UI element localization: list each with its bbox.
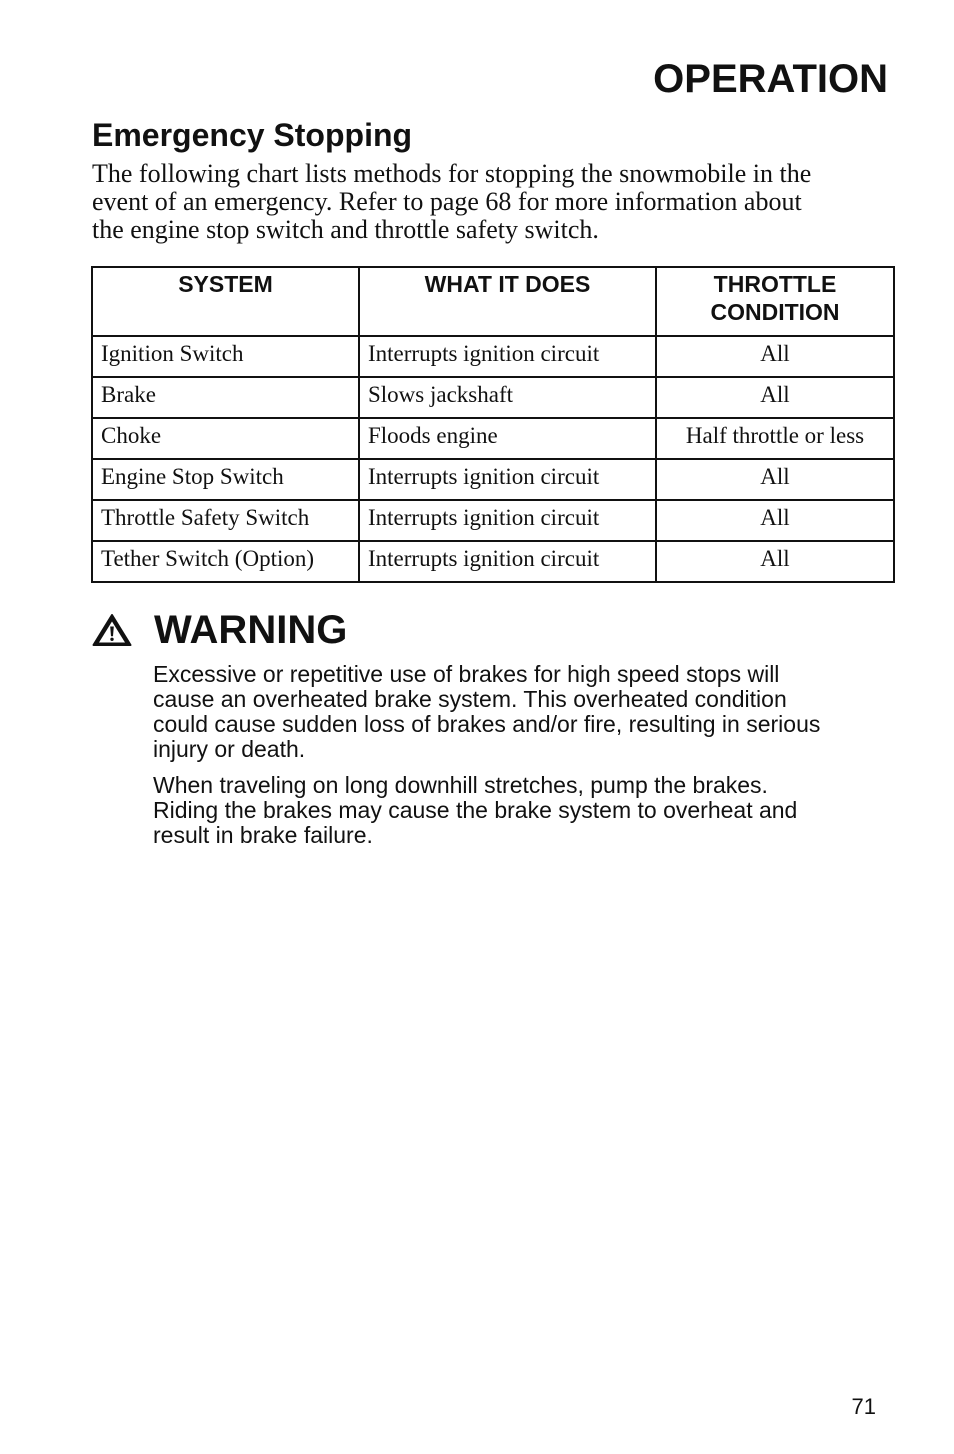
throttle-condition-cell: All	[656, 459, 894, 500]
warning-paragraph	[153, 662, 893, 762]
table-row	[92, 541, 894, 582]
system-cell: Throttle Safety Switch	[92, 500, 359, 541]
system-cell: Engine Stop Switch	[92, 459, 359, 500]
throttle-condition-cell: All	[656, 377, 894, 418]
column-header-system: SYSTEM	[92, 267, 359, 336]
warning-line: injury or death.	[153, 736, 306, 762]
what-it-does-cell: Interrupts ignition circuit	[359, 336, 656, 377]
warning-line: Riding the brakes may cause the brake system to overheat and	[153, 797, 798, 823]
table-header-row	[92, 267, 894, 336]
warning-line: could cause sudden loss of brakes and/or fire, resulting in serious	[153, 711, 821, 737]
throttle-condition-cell: Half throttle or less	[656, 418, 894, 459]
system-cell: Ignition Switch	[92, 336, 359, 377]
intro-line: the engine stop switch and throttle safety switch.	[92, 215, 599, 244]
table-row	[92, 336, 894, 377]
intro-line: event of an emergency. Refer to page 68 for more information about	[92, 187, 802, 216]
section-header: OPERATION	[653, 57, 888, 101]
page-number: 71	[851, 1394, 876, 1419]
warning-title: WARNING	[154, 608, 348, 652]
intro-paragraph	[92, 160, 892, 244]
what-it-does-cell: Slows jackshaft	[359, 377, 656, 418]
system-cell: Brake	[92, 377, 359, 418]
table-row	[92, 459, 894, 500]
what-it-does-cell: Interrupts ignition circuit	[359, 500, 656, 541]
emergency-stopping-table	[91, 266, 895, 583]
warning-triangle-icon	[92, 613, 132, 647]
warning-line: cause an overheated brake system. This overheated condition	[153, 686, 787, 712]
warning-line: When traveling on long downhill stretches, pump the brakes.	[153, 772, 768, 798]
warning-line: result in brake failure.	[153, 822, 373, 848]
warning-line: Excessive or repetitive use of brakes for high speed stops will	[153, 661, 780, 687]
throttle-condition-cell: All	[656, 541, 894, 582]
what-it-does-cell: Interrupts ignition circuit	[359, 459, 656, 500]
system-cell: Tether Switch (Option)	[92, 541, 359, 582]
column-header-throttle-condition: THROTTLE CONDITION	[656, 267, 894, 336]
what-it-does-cell: Floods engine	[359, 418, 656, 459]
intro-line: The following chart lists methods for stopping the snowmobile in the	[92, 159, 812, 188]
column-header-what-it-does: WHAT IT DOES	[359, 267, 656, 336]
throttle-condition-cell: All	[656, 336, 894, 377]
warning-paragraph	[153, 773, 893, 848]
page-title: Emergency Stopping	[92, 117, 413, 153]
table-row	[92, 418, 894, 459]
throttle-condition-cell: All	[656, 500, 894, 541]
warning-heading	[92, 606, 347, 654]
what-it-does-cell: Interrupts ignition circuit	[359, 541, 656, 582]
table-row	[92, 500, 894, 541]
system-cell: Choke	[92, 418, 359, 459]
table-row	[92, 377, 894, 418]
